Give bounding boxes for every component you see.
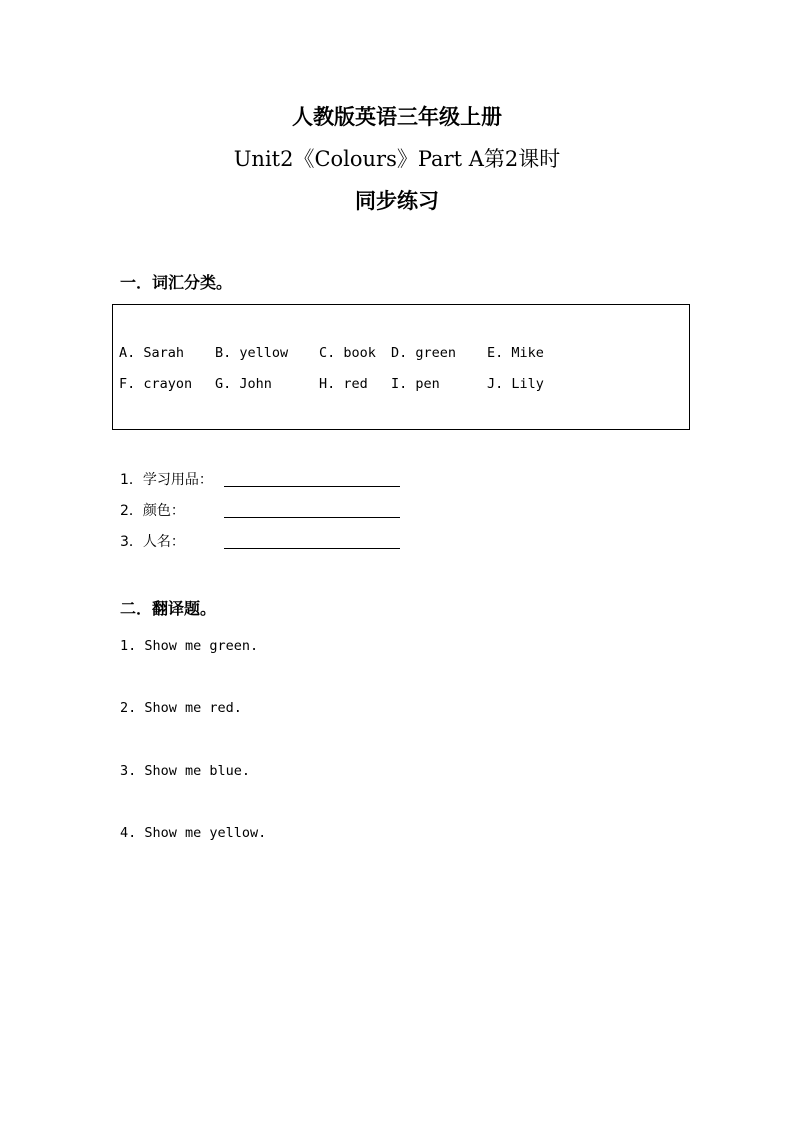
answer-blank[interactable] <box>224 517 400 518</box>
answer-blank[interactable] <box>224 486 400 487</box>
word-item: B. yellow <box>215 345 289 361</box>
question-label: 3．人名： <box>120 534 185 550</box>
translation-item: 4. Show me yellow. <box>120 825 267 841</box>
word-item: J. Lily <box>487 376 544 392</box>
word-bank-box <box>112 304 690 430</box>
translation-item: 3. Show me blue. <box>120 763 251 779</box>
word-item: H. red <box>319 376 368 392</box>
word-item: D. green <box>391 345 457 361</box>
question-label: 2．颜色： <box>120 503 185 519</box>
title-line-2: Unit2《Colours》Part A第2课时 <box>233 147 561 171</box>
word-item: E. Mike <box>487 345 544 361</box>
title-line-3: 同步练习 <box>355 188 439 213</box>
answer-blank[interactable] <box>224 548 400 549</box>
translation-item: 1. Show me green. <box>120 638 259 654</box>
word-item: I. pen <box>391 376 440 392</box>
word-item: G. John <box>215 376 272 392</box>
section-1-heading: 一．词汇分类。 <box>120 273 233 292</box>
word-item: C. book <box>319 345 376 361</box>
word-item: F. crayon <box>119 376 193 392</box>
word-item: A. Sarah <box>119 345 185 361</box>
question-label: 1．学习用品： <box>120 472 213 488</box>
title-line-1: 人教版英语三年级上册 <box>292 104 502 129</box>
section-2-heading: 二．翻译题。 <box>120 599 217 618</box>
translation-item: 2. Show me red. <box>120 700 242 716</box>
